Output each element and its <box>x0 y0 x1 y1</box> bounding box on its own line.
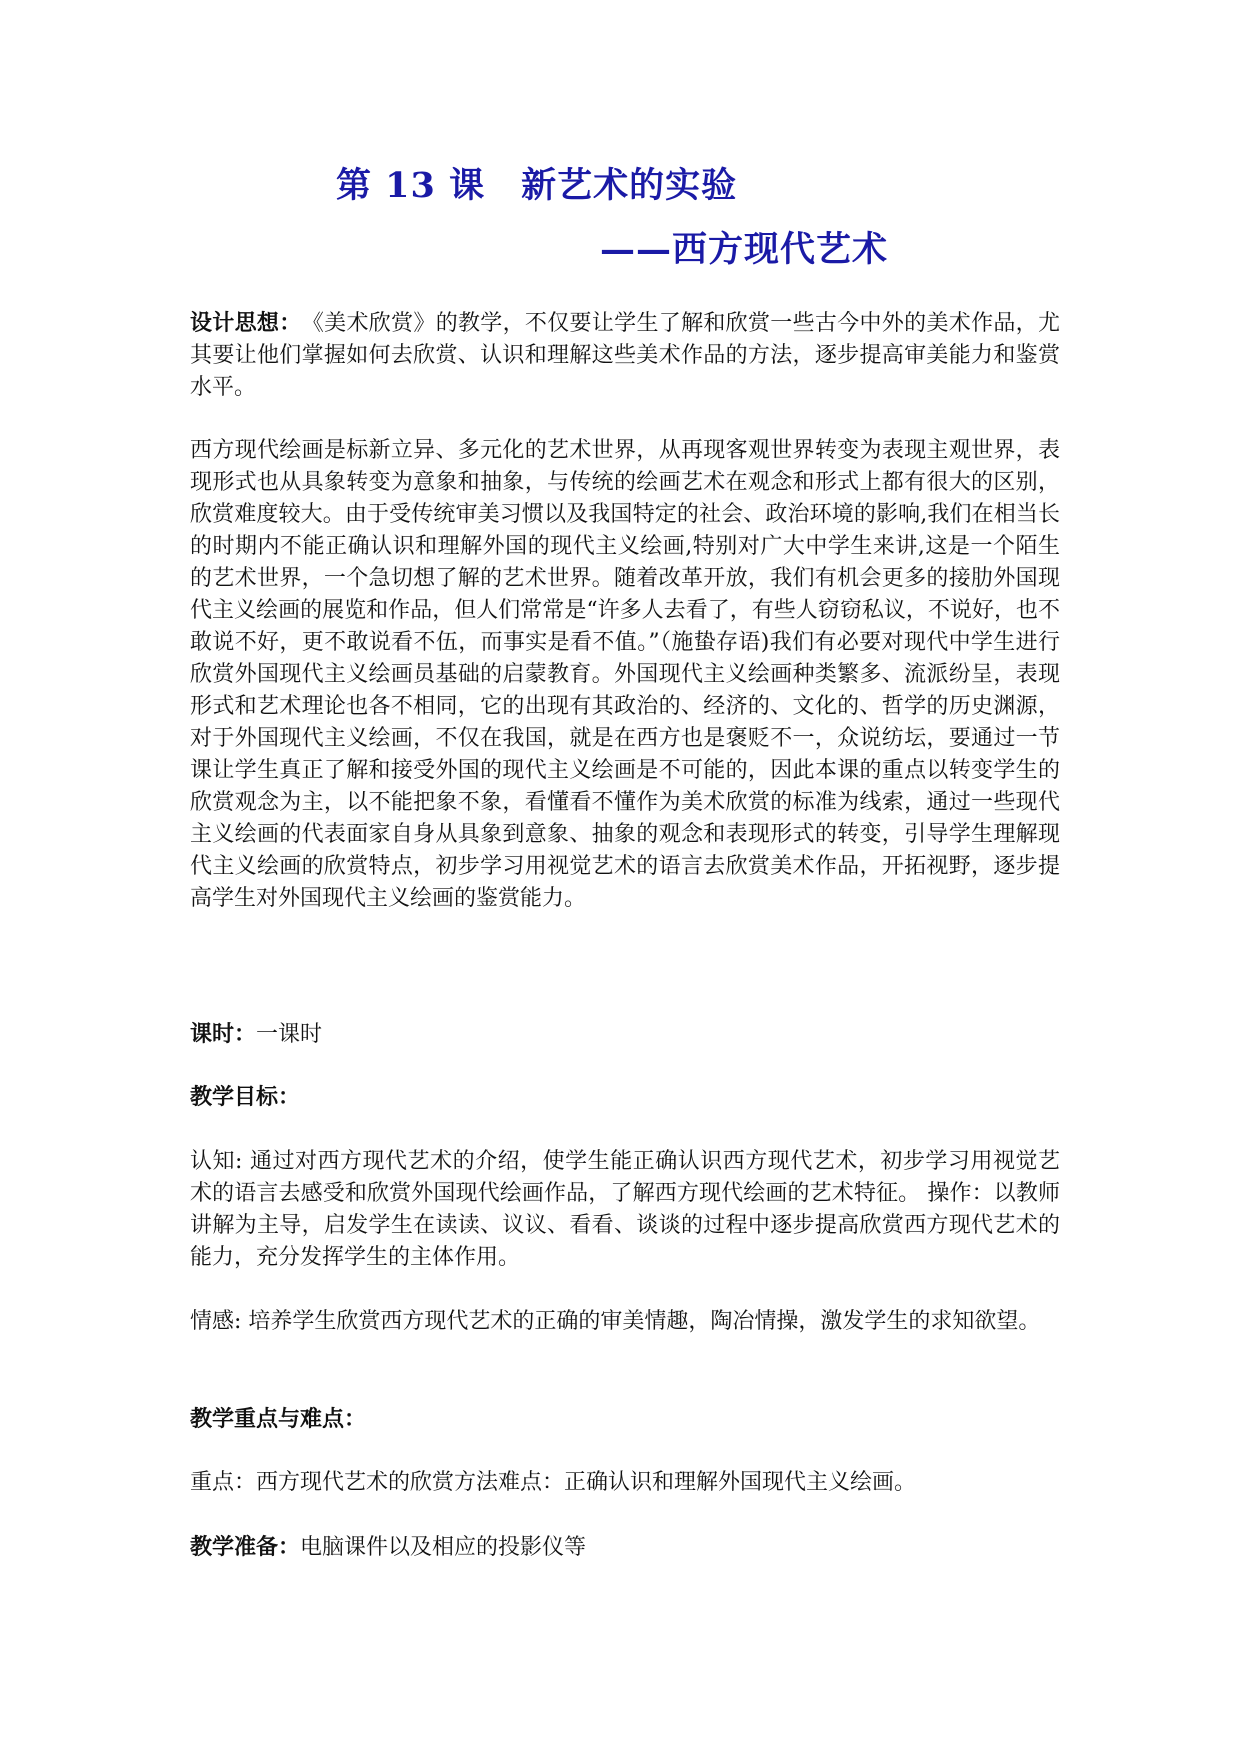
design-thinking-paragraph <box>190 307 1060 404</box>
preparation-line <box>190 1531 1060 1564</box>
design-thinking-label: 设计思想： <box>190 310 291 336</box>
objectives-paragraph: 认知: 通过对西方现代艺术的介绍，使学生能正确认识西方现代艺术，初步学习用视觉艺术的语言去感受和欣赏外国现代绘画作品，了解西方现代绘画的艺术特征。 操作：以教师讲解为主导，启发学生在读读、议议、看看、谈谈的过程中逐步提高欣赏西方现代艺术的能力，充分发挥学生的主体作用。 <box>190 1149 1060 1270</box>
document-title: 第 13 课 新艺术的实验 <box>336 165 738 206</box>
lesson-time-line <box>190 1018 1060 1051</box>
emotion-paragraph: 情感: 培养学生欣赏西方现代艺术的正确的审美情趣，陶冶情操，激发学生的求知欲望。 <box>190 1309 1041 1334</box>
lesson-time-label: 课时： <box>190 1021 257 1047</box>
keypoints-heading: 教学重点与难点： <box>190 1406 367 1432</box>
objectives-heading: 教学目标： <box>190 1084 301 1110</box>
background-paragraph: 西方现代绘画是标新立异、多元化的艺术世界，从再现客观世界转变为表现主观世界，表现形式也从具象转变为意象和抽象，与传统的绘画艺术在观念和形式上都有很大的区别，欣赏难度较大。由于受传统审美习惯以及我国特定的社会、政治环境的影响,我们在相当长的时期内不能正确认识和理解外国的现代主义绘画,特别对广大中学生来讲,这是一个陌生的艺术世界，一个急切想了解的艺术世界。随着改革开放，我们有机会更多的接肋外国现代主义绘画的展览和作品，但人们常常是“许多人去看了，有些人窃窃私议，不说好，也不敢说不好，更不敢说看不伍，而事实是看不值。”（施蛰存语)我们有必要对现代中学生进行欣赏外国现代主义绘画员基础的启蒙教育。外国现代主义绘画种类繁多、流派纷呈，表现形式和艺术理论也各不相同，它的出现有其政治的、经济的、文化的、哲学的历史渊源，对于外国现代主义绘画，不仅在我国，就是在西方也是褒贬不一，众说纺坛，要通过一节课让学生真正了解和接受外国的现代主义绘画是不可能的，因此本课的重点以转变学生的欣赏观念为主，以不能把象不象，看懂看不懂作为美术欣赏的标准为线索，通过一些现代主义绘画的代表面家自身从具象到意象、抽象的观念和表现形式的转变，引导学生理解现代主义绘画的欣赏特点，初步学习用视觉艺术的语言去欣赏美术作品，开拓视野，逐步提高学生对外国现代主义绘画的鉴赏能力。 <box>190 438 1060 911</box>
lesson-time-text: 一课时 <box>256 1022 323 1047</box>
design-thinking-text: 《美术欣赏》的教学，不仅要让学生了解和欣赏一些古今中外的美术作品，尤其要让他们掌握如何去欣赏、认识和理解这些美术作品的方法，逐步提高审美能力和鉴赏水平。 <box>190 311 1060 400</box>
preparation-label: 教学准备： <box>190 1534 301 1560</box>
preparation-text: 电脑课件以及相应的投影仪等 <box>300 1535 587 1560</box>
document-subtitle: ——西方现代艺术 <box>600 229 889 270</box>
keypoints-paragraph: 重点：西方现代艺术的欣赏方法难点：正确认识和理解外国现代主义绘画。 <box>190 1470 917 1495</box>
